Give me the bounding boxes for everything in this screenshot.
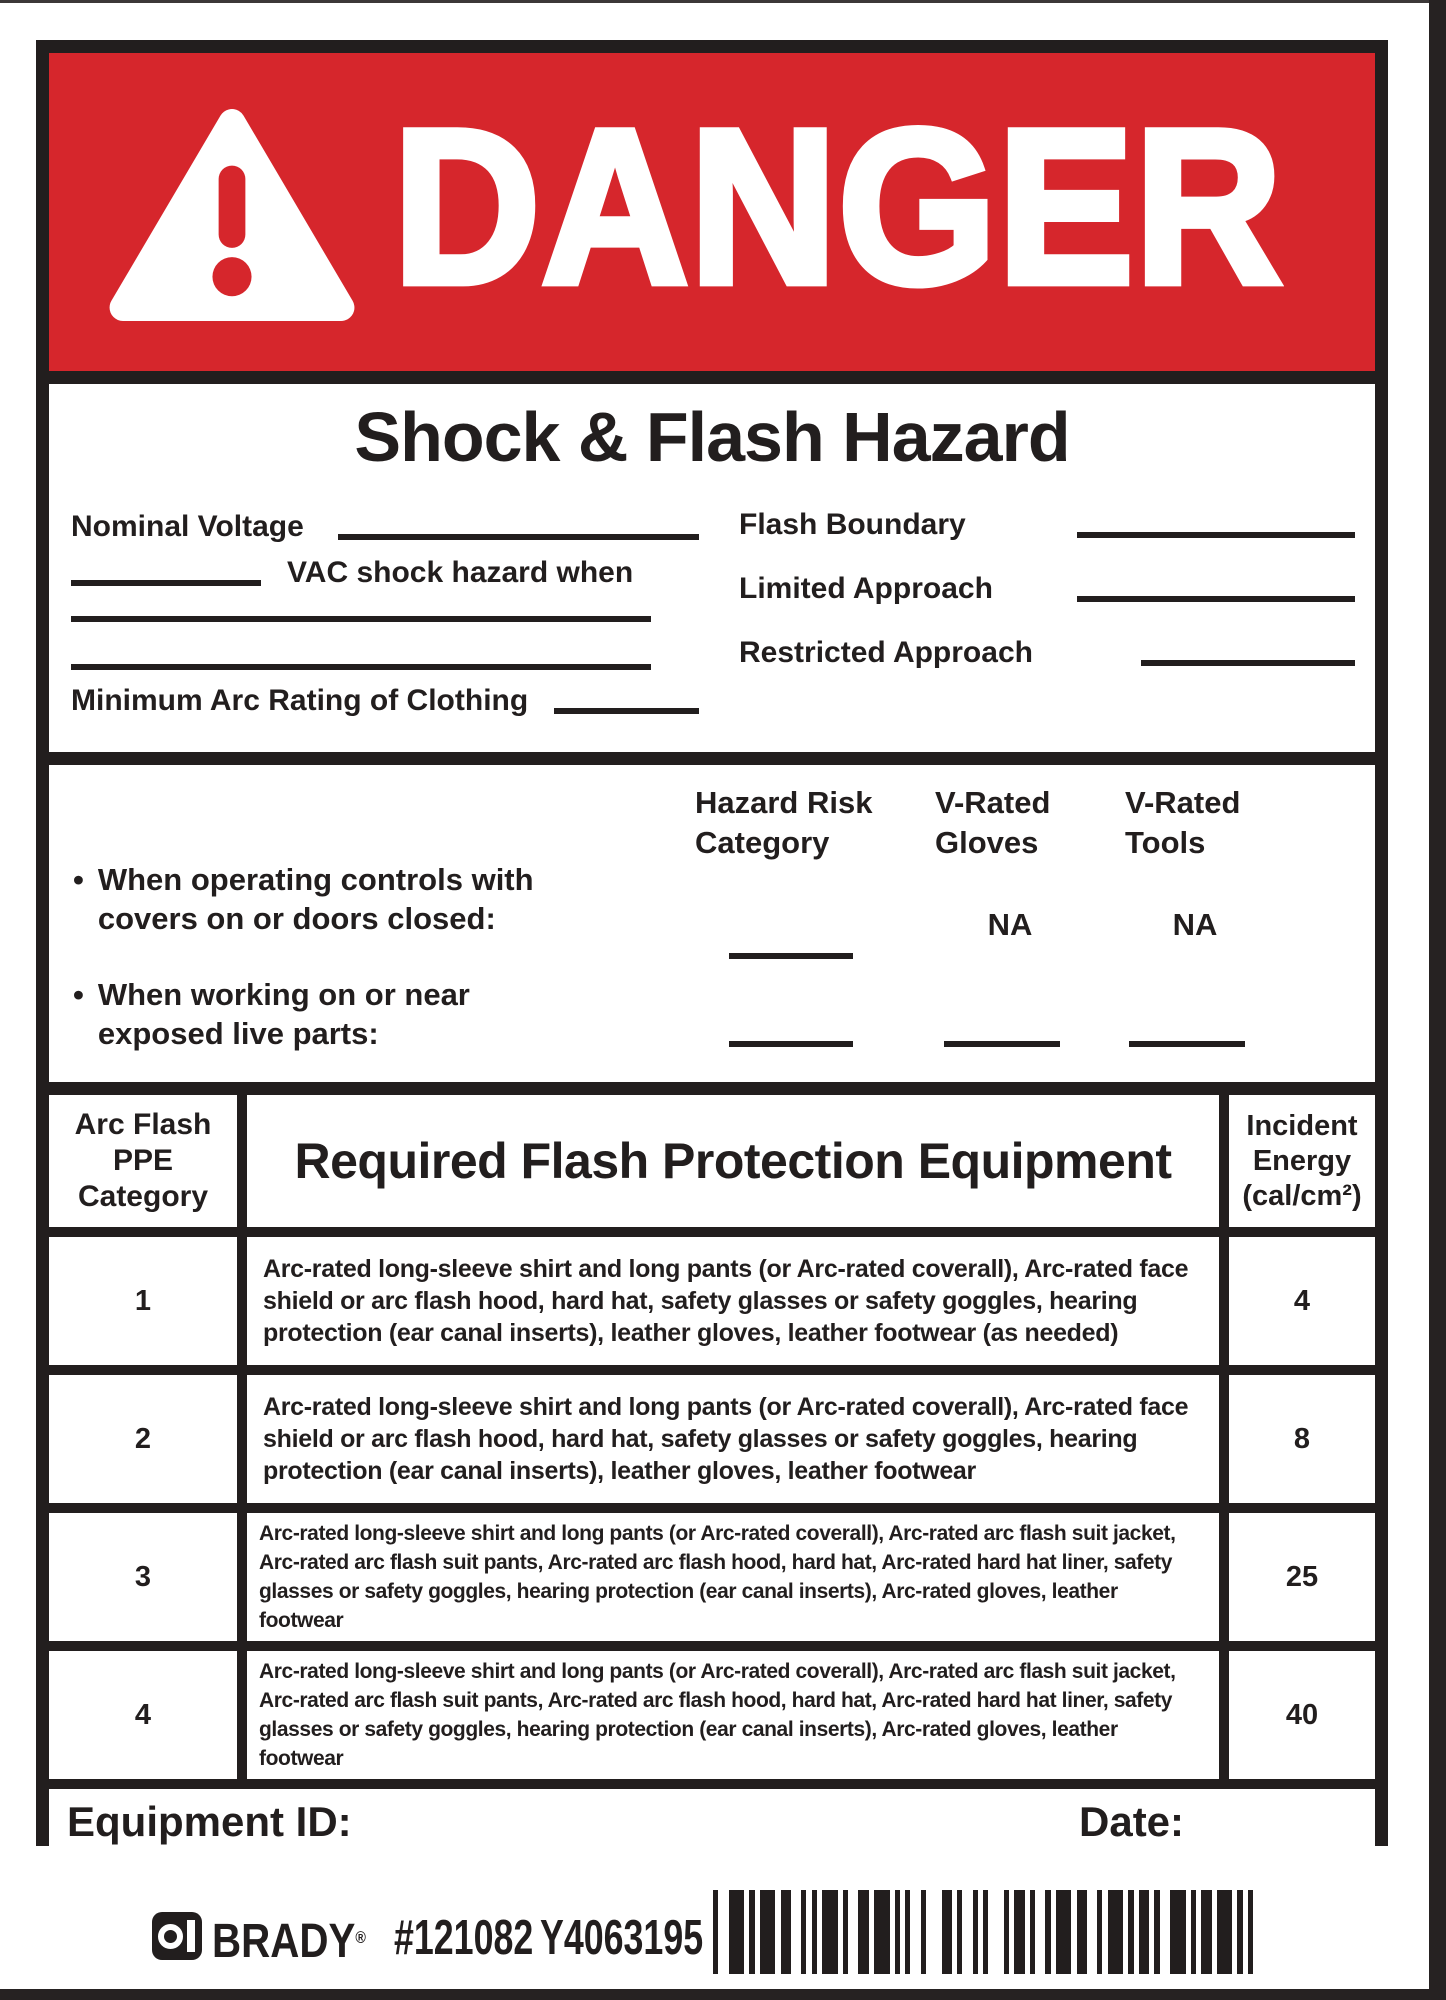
col-header-incident-energy: Incident Energy (cal/cm²) — [1229, 1095, 1375, 1227]
write-in-blank-line — [71, 616, 651, 622]
bullet-operating-controls: • When operating controls with covers on or doors closed: — [73, 862, 534, 936]
table-row-equipment: Arc-rated long-sleeve shirt and long pants (or Arc-rated coverall), Arc-rated arc flash suit jacket, Arc-rated arc flash suit pants, Arc-rated arc flash hood, hard hat, Arc-rated hard hat liner, safety glasses or safety goggles, hearing protection (ear canal inserts), Arc-rated gloves, leather footwear — [247, 1651, 1219, 1779]
registered-trademark-icon: ® — [355, 1928, 366, 1947]
limited-approach-blank-line — [1077, 596, 1355, 602]
hazard-risk-section — [49, 765, 1375, 1082]
equipment-id-label: Equipment ID: — [67, 1798, 352, 1845]
label-footer — [0, 1886, 1446, 1986]
bullet-icon: • — [73, 862, 84, 897]
page-edge-line — [0, 1989, 1446, 2000]
table-row-category: 4 — [49, 1651, 237, 1779]
bullet-exposed-live-parts: • When working on or near exposed live parts: — [73, 977, 470, 1051]
min-arc-rating-blank-line — [554, 708, 699, 714]
table-row-category: 2 — [49, 1375, 237, 1503]
col-header-arc-flash-ppe-category: Arc Flash PPE Category — [49, 1095, 237, 1227]
danger-banner — [49, 53, 1375, 371]
hazard-category-blank-line — [729, 953, 853, 959]
table-row-energy: 8 — [1229, 1375, 1375, 1503]
vac-shock-hazard-row — [71, 556, 699, 590]
table-row-energy: 40 — [1229, 1651, 1375, 1779]
tools-blank-line — [1129, 1041, 1245, 1047]
nominal-voltage-row — [71, 510, 699, 544]
bullet-icon: • — [73, 977, 84, 1012]
hazard-risk-category-header: Hazard Risk Category — [695, 785, 873, 860]
flash-boundary-blank-line — [1077, 532, 1355, 538]
section-divider — [49, 752, 1375, 765]
col-header-required-flash-protection: Required Flash Protection Equipment — [247, 1095, 1219, 1227]
barcode — [713, 1890, 1263, 1974]
section-divider — [49, 1082, 1375, 1095]
table-row-category: 3 — [49, 1513, 237, 1641]
nominal-voltage-blank-line — [338, 534, 699, 540]
catalog-number: Y4063195 — [540, 1911, 704, 1965]
shock-flash-hazard-section — [49, 384, 1375, 752]
min-arc-rating-label: Minimum Arc Rating of Clothing — [71, 684, 529, 717]
brady-logo-icon — [152, 1912, 202, 1960]
limited-approach-row — [739, 572, 1355, 606]
table-row-equipment: Arc-rated long-sleeve shirt and long pants (or Arc-rated coverall), Arc-rated arc flash suit jacket, Arc-rated arc flash suit pants, Arc-rated arc flash hood, hard hat, Arc-rated hard hat liner, safety glasses or safety goggles, hearing protection (ear canal inserts), Arc-rated gloves, leather footwear — [247, 1513, 1219, 1641]
flash-boundary-label: Flash Boundary — [739, 508, 966, 541]
flash-boundary-row — [739, 508, 1355, 542]
section-divider — [49, 371, 1375, 384]
write-in-blank-line — [71, 664, 651, 670]
limited-approach-label: Limited Approach — [739, 572, 993, 605]
table-row-equipment: Arc-rated long-sleeve shirt and long pants (or Arc-rated coverall), Arc-rated face shield or arc flash hood, hard hat, safety glasses or safety goggles, hearing protection (ear canal inserts), leather gloves, leather footwear (as needed) — [247, 1237, 1219, 1365]
vac-shock-hazard-label: VAC shock hazard when — [287, 556, 634, 589]
danger-text: DANGER — [393, 83, 1284, 331]
section-title: Shock & Flash Hazard — [354, 398, 1070, 476]
date-label: Date: — [1079, 1798, 1185, 1845]
min-arc-rating-row — [71, 684, 699, 718]
hazard-category-blank-line — [729, 1041, 853, 1047]
page-edge-line — [1429, 0, 1446, 2000]
table-row-category: 1 — [49, 1237, 237, 1365]
equipment-id-row — [49, 1789, 1375, 1855]
ppe-table — [49, 1095, 1375, 1855]
table-row-energy: 4 — [1229, 1237, 1375, 1365]
gloves-blank-line — [944, 1041, 1060, 1047]
table-row-energy: 25 — [1229, 1513, 1375, 1641]
warning-triangle-icon — [101, 108, 363, 322]
part-number: #121082 — [394, 1911, 534, 1965]
table-row-equipment: Arc-rated long-sleeve shirt and long pants (or Arc-rated coverall), Arc-rated face shield or arc flash hood, hard hat, safety glasses or safety goggles, hearing protection (ear canal inserts), leather gloves, leather footwear — [247, 1375, 1219, 1503]
page-edge-line — [0, 0, 1446, 3]
label-frame — [36, 40, 1388, 1846]
v-rated-gloves-header: V-Rated Gloves — [935, 785, 1051, 860]
restricted-approach-blank-line — [1141, 660, 1355, 666]
restricted-approach-label: Restricted Approach — [739, 636, 1033, 669]
restricted-approach-row — [739, 636, 1355, 670]
vac-blank-line — [71, 580, 261, 586]
gloves-na-value: NA — [987, 907, 1033, 942]
brady-brand-text: BRADY® — [212, 1915, 366, 1968]
nominal-voltage-label: Nominal Voltage — [71, 510, 304, 543]
tools-na-value: NA — [1172, 907, 1218, 942]
v-rated-tools-header: V-Rated Tools — [1125, 785, 1241, 860]
